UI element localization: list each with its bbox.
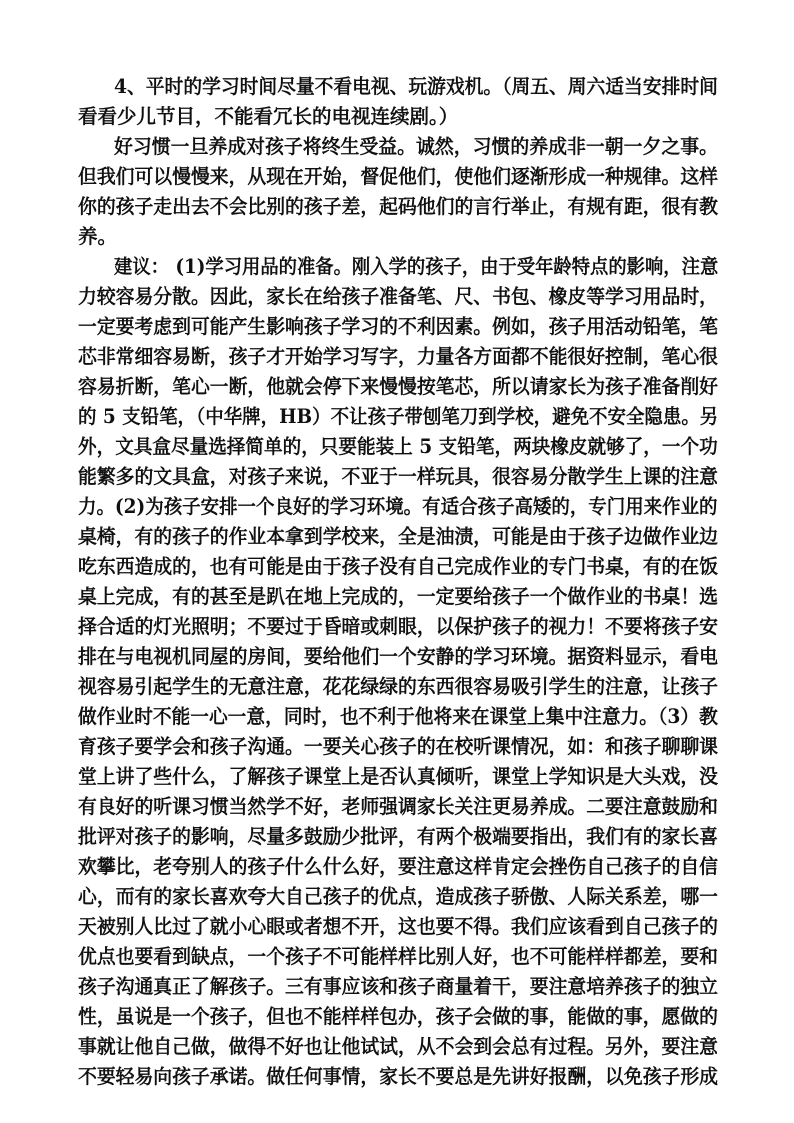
text-line: 容易折断，笔心一断，他就会停下来慢慢按笔芯，所以请家长为孩子准备削好 — [78, 375, 719, 398]
text-line: 外，文具盒尽量选择简单的，只要能装上 5 支铅笔，两块橡皮就够了，一个功 — [78, 435, 718, 458]
text-line: 批评对孩子的影响，尽量多鼓励少批评，有两个极端要指出，我们有的家长喜 — [78, 825, 719, 848]
text-line: 视容易引起学生的无意注意，花花绿绿的东西很容易吸引学生的注意，让孩子 — [78, 675, 719, 698]
text-line: 择合适的灯光照明；不要过于昏暗或刺眼，以保护孩子的视力！不要将孩子安 — [78, 615, 719, 638]
text-line: 4、平时的学习时间尽量不看电视、玩游戏机。（周五、周六适当安排时间 — [114, 75, 718, 98]
text-line: 桌上完成，有的甚至是趴在地上完成的，一定要给孩子一个做作业的书桌！选 — [78, 585, 719, 608]
text-line: 一定要考虑到可能产生影响孩子学习的不利因素。例如，孩子用活动铅笔，笔 — [78, 315, 719, 338]
text-line: 优点也要看到缺点，一个孩子不可能样样比别人好，也不可能样样都差，要和 — [78, 945, 719, 968]
text-line: 好习惯一旦养成对孩子将终生受益。诚然，习惯的养成非一朝一夕之事。 — [114, 135, 718, 158]
text-line: 芯非常细容易断，孩子才开始学习写字，力量各方面都不能很好控制，笔心很 — [78, 345, 719, 368]
text-line: 性，虽说是一个孩子，但也不能样样包办，孩子会做的事，能做的事，愿做的 — [78, 1005, 719, 1028]
text-line: 桌椅，有的孩子的作业本拿到学校来，全是油渍，可能是由于孩子边做作业边 — [78, 525, 719, 548]
text-line: 天被别人比过了就小心眼或者想不开，这也要不得。我们应该看到自己孩子的 — [78, 915, 719, 938]
text-line: 育孩子要学会和孩子沟通。一要关心孩子的在校听课情况，如：和孩子聊聊课 — [78, 735, 719, 758]
text-line: 有良好的听课习惯当然学不好，老师强调家长关注更易养成。二要注意鼓励和 — [78, 795, 719, 818]
text-line: 做作业时不能一心一意，同时，也不利于他将来在课堂上集中注意力。（3）教 — [78, 705, 718, 728]
text-line: 力。(2)为孩子安排一个良好的学习环境。有适合孩子高矮的，专门用来作业的 — [78, 495, 718, 518]
text-line: 堂上讲了些什么，了解孩子课堂上是否认真倾听，课堂上学知识是大头戏，没 — [78, 765, 719, 788]
text-line: 孩子沟通真正了解孩子。三有事应该和孩子商量着干，要注意培养孩子的独立 — [78, 975, 719, 998]
text-line: 欢攀比，老夸别人的孩子什么什么好，要注意这样肯定会挫伤自己孩子的自信 — [78, 855, 719, 878]
text-line: 事就让他自己做，做得不好也让他试试，从不会到会总有过程。另外，要注意 — [78, 1035, 719, 1058]
text-line: 但我们可以慢慢来，从现在开始，督促他们，使他们逐渐形成一种规律。这样 — [78, 165, 719, 188]
text-line: 力较容易分散。因此，家长在给孩子准备笔、尺、书包、橡皮等学习用品时， — [78, 285, 719, 308]
text-line: 不要轻易向孩子承诺。做任何事情，家长不要总是先讲好报酬，以免孩子形成 — [78, 1065, 719, 1088]
text-line: 看看少儿节目，不能看冗长的电视连续剧。） — [78, 105, 459, 128]
text-line: 心，而有的家长喜欢夸大自己孩子的优点，造成孩子骄傲、人际关系差，哪一 — [78, 885, 719, 908]
text-line: 你的孩子走出去不会比别的孩子差，起码他们的言行举止，有规有距，很有教 — [78, 195, 719, 218]
text-line: 吃东西造成的，也有可能是由于孩子没有自己完成作业的专门书桌，有的在饭 — [78, 555, 719, 578]
text-line: 建议： (1)学习用品的准备。刚入学的孩子，由于受年龄特点的影响，注意 — [114, 255, 719, 278]
text-line: 养。 — [78, 225, 118, 248]
text-line: 排在与电视机同屋的房间，要给他们一个安静的学习环境。据资料显示，看电 — [78, 645, 719, 668]
text-line: 能繁多的文具盒，对孩子来说，不亚于一样玩具，很容易分散学生上课的注意 — [78, 465, 719, 488]
text-line: 的 5 支铅笔，（中华牌，HB）不让孩子带刨笔刀到学校，避免不安全隐患。另 — [78, 405, 719, 428]
